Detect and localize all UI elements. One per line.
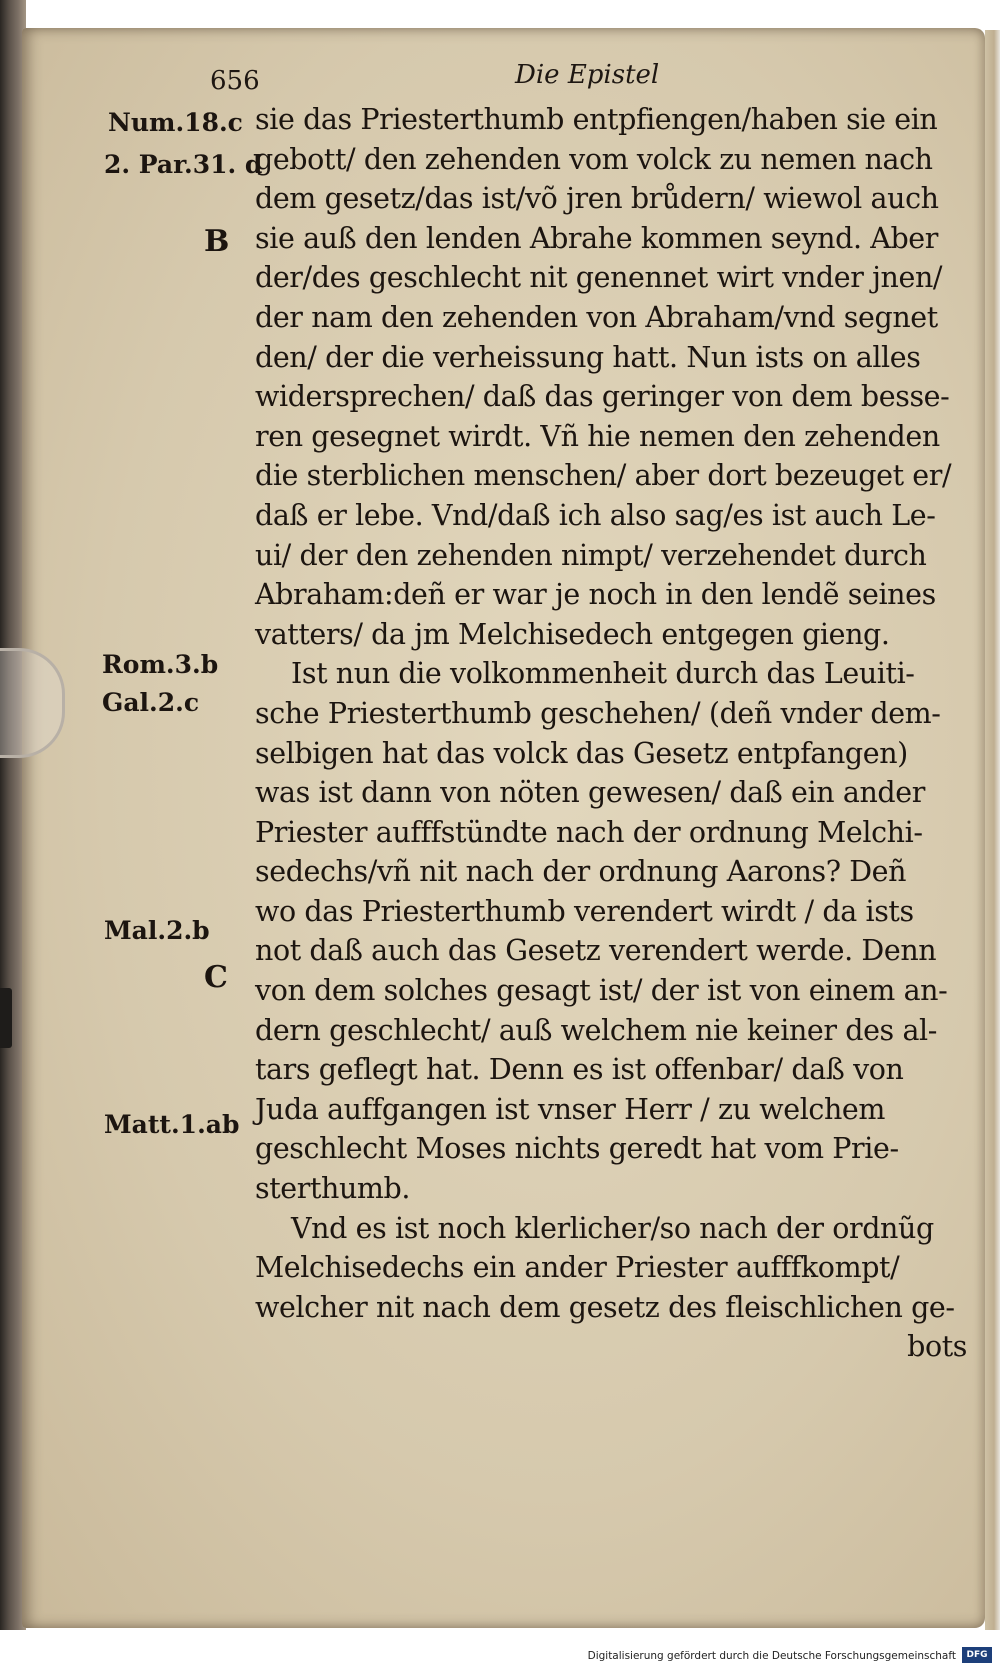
body-text <box>255 100 967 1367</box>
page-edge <box>985 30 1000 1630</box>
text-line: sche Priesterthumb geschehen/ (deñ vnder dem- <box>255 696 941 730</box>
text-line: sie das Priesterthumb entpfiengen/haben sie ein <box>255 103 938 136</box>
digitization-credit: Digitalisierung gefördert durch die Deutsche Forschungsgemeinschaft <box>587 1650 956 1662</box>
text-line: Juda auffgangen ist vnser Herr / zu welchem <box>255 1092 886 1126</box>
margin-note-mal: Mal.2.b <box>104 916 210 945</box>
text-line: widersprechen/ daß das geringer von dem besse- <box>255 380 950 414</box>
text-line: vatters/ da jm Melchisedech entgegen gieng. <box>255 617 890 651</box>
text-line: not daß auch das Gesetz verendert werde. Denn <box>255 934 937 968</box>
text-line: ui/ der den zehenden nimpt/ verzehendet durch <box>255 538 927 572</box>
page-number: 656 <box>210 66 260 96</box>
dfg-logo-icon: DFG <box>962 1647 992 1663</box>
text-line: selbigen hat das volck das Gesetz entpfangen) <box>255 736 908 770</box>
margin-letter-c: C <box>204 960 228 995</box>
text-line: Priester aufffstündte nach der ordnung Melchi- <box>255 815 923 849</box>
binding-tab <box>0 988 12 1048</box>
text-line: der nam den zehenden von Abraham/vnd segnet <box>255 300 938 334</box>
text-line: Abraham:deñ er war je noch in den lendẽ seines <box>255 578 936 612</box>
text-line: geschlecht Moses nichts geredt hat vom Prie- <box>255 1132 899 1166</box>
running-title: Die Epistel <box>515 60 660 90</box>
text-line: sterthumb. <box>255 1172 411 1206</box>
margin-letter-b: B <box>204 224 230 259</box>
margin-note-num: Num.18.c <box>108 108 243 137</box>
text-line: welcher nit nach dem gesetz des fleischlichen ge- <box>255 1290 955 1324</box>
text-line: tars geflegt hat. Denn es ist offenbar/ daß von <box>255 1053 904 1087</box>
margin-note-matt: Matt.1.ab <box>104 1110 240 1139</box>
text-line: Ist nun die volkommenheit durch das Leuiti- <box>291 657 915 691</box>
text-line: wo das Priesterthumb verendert wirdt / da ists <box>255 894 914 928</box>
text-line: sie auß den lenden Abrahe kommen seynd. Aber <box>255 221 939 255</box>
text-line: Vnd es ist noch klerlicher/so nach der ordnũg <box>291 1211 934 1245</box>
margin-note-rom: Rom.3.b <box>102 650 219 679</box>
text-line: ren gesegnet wirdt. Vñ hie nemen den zehenden <box>255 419 940 453</box>
text-line: daß er lebe. Vnd/daß ich also sag/es ist auch Le- <box>255 498 936 532</box>
text-line: dern geschlecht/ auß welchem nie keiner des al- <box>255 1013 937 1047</box>
margin-note-par: 2. Par.31. d <box>104 150 263 179</box>
catchword: bots <box>907 1330 967 1364</box>
text-line: gebott/ den zehenden vom volck zu nemen nach <box>255 142 933 176</box>
text-line: Melchisedechs ein ander Priester aufffkompt/ <box>255 1251 900 1285</box>
margin-note-gal: Gal.2.c <box>102 688 200 717</box>
text-line: den/ der die verheissung hatt. Nun ists on alles <box>255 340 921 374</box>
text-line: der/des geschlecht nit genennet wirt vnder jnen/ <box>255 261 943 295</box>
text-line: die sterblichen menschen/ aber dort bezeuget er/ <box>255 459 952 493</box>
text-line: was ist dann von nöten gewesen/ daß ein ander <box>255 776 925 810</box>
text-line: dem gesetz/das ist/võ jren brůdern/ wiewol auch <box>255 182 939 216</box>
text-line: von dem solches gesagt ist/ der ist von einem an- <box>255 974 948 1008</box>
text-line: sedechs/vñ nit nach der ordnung Aarons? Deñ <box>255 855 907 889</box>
